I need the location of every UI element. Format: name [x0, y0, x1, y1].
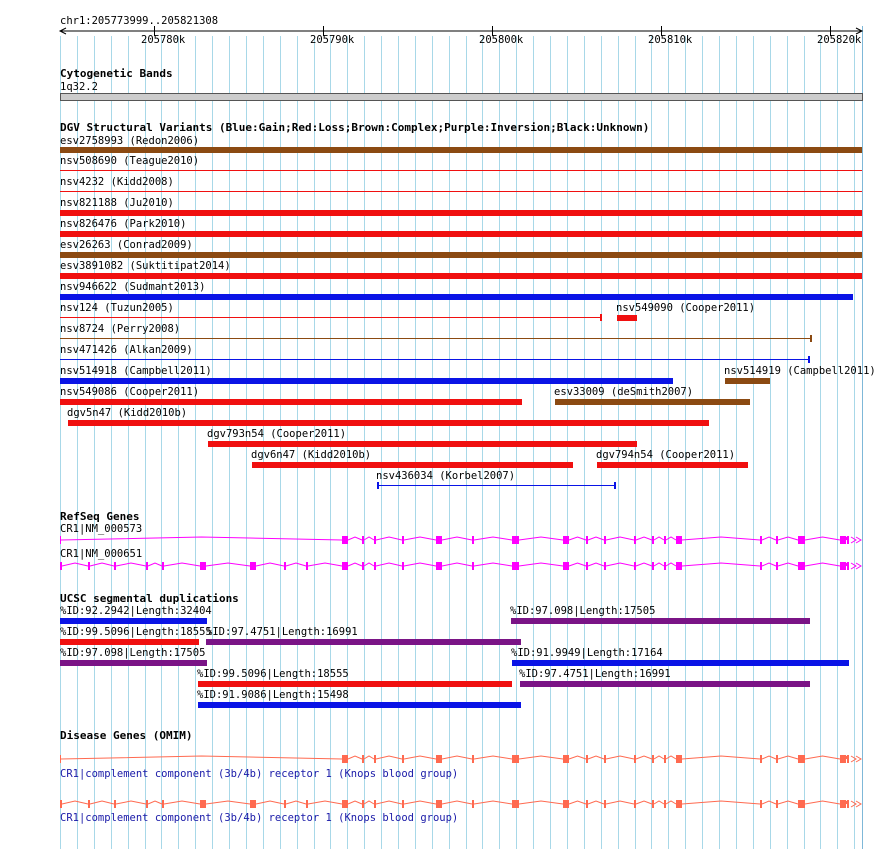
exon — [436, 536, 442, 544]
segdup-label: %ID:97.4751|Length:16991 — [206, 626, 358, 638]
variant-line-loss[interactable] — [60, 170, 862, 171]
variant-line-loss[interactable] — [60, 317, 601, 318]
feature-label: esv3891082 (Suktitipat2014) — [60, 260, 231, 272]
feature-label: dgv793n54 (Cooper2011) — [207, 428, 347, 440]
omim-gene-label: CR1|complement component (3b/4b) receptor 1 (Knops blood group) — [60, 768, 459, 780]
exon — [798, 562, 805, 570]
segdup-label: %ID:92.2942|Length:32404 — [60, 605, 212, 617]
tick-label-205800k: 205800k — [479, 34, 524, 46]
ruler-coordinates: chr1:205773999..205821308 — [60, 15, 219, 27]
feature-label: dgv6n47 (Kidd2010b) — [251, 449, 372, 461]
exon — [362, 755, 364, 763]
variant-bar-loss[interactable] — [252, 462, 573, 468]
exon — [402, 800, 404, 808]
variant-end-marker — [810, 335, 812, 342]
tick-label-205780k: 205780k — [141, 34, 186, 46]
segdup-bar[interactable] — [206, 639, 521, 645]
variant-bar-loss[interactable] — [597, 462, 748, 468]
exon — [563, 536, 569, 544]
exon — [342, 562, 348, 570]
feature-label: dgv5n47 (Kidd2010b) — [67, 407, 188, 419]
exon — [200, 800, 206, 808]
feature-label: esv2758993 (Redon2006) — [60, 135, 200, 147]
exon — [88, 800, 90, 808]
exon — [604, 536, 606, 544]
variant-bar-loss[interactable] — [617, 315, 637, 321]
intron-line — [62, 801, 847, 804]
feature-label: nsv124 (Tuzun2005) — [60, 302, 174, 314]
variant-bar-loss[interactable] — [60, 231, 862, 237]
tick-label-205810k: 205810k — [648, 34, 693, 46]
cytoband-label: 1q32.2 — [60, 81, 98, 93]
gene-model-refseq-nm000651[interactable] — [0, 558, 890, 574]
variant-line-gain[interactable] — [377, 485, 616, 486]
exon — [362, 800, 364, 808]
exon — [512, 536, 519, 544]
variant-bar-loss[interactable] — [60, 273, 862, 279]
exon — [512, 562, 519, 570]
exon — [586, 800, 588, 808]
segdup-label: %ID:97.4751|Length:16991 — [519, 668, 671, 680]
exon — [652, 800, 654, 808]
feature-label: esv26263 (Conrad2009) — [60, 239, 193, 251]
exon — [676, 755, 682, 763]
variant-bar-gain[interactable] — [60, 378, 673, 384]
strand-arrow — [851, 801, 861, 807]
exon — [760, 800, 762, 808]
refseq-track-title: RefSeq Genes — [60, 510, 140, 523]
variant-bar-loss[interactable] — [68, 420, 709, 426]
feature-label: nsv826476 (Park2010) — [60, 218, 187, 230]
variant-bar-loss[interactable] — [60, 210, 862, 216]
segdup-bar[interactable] — [520, 681, 810, 687]
exon — [676, 562, 682, 570]
variant-end-marker — [600, 314, 602, 321]
intron-line — [61, 756, 847, 759]
exon — [374, 800, 376, 808]
segdup-track-title: UCSC segmental duplications — [60, 592, 239, 605]
feature-label: nsv8724 (Perry2008) — [60, 323, 181, 335]
cytoband-track-title: Cytogenetic Bands — [60, 67, 173, 80]
exon — [362, 562, 364, 570]
exon — [374, 536, 376, 544]
gene-model-omim-cr1[interactable] — [0, 751, 890, 767]
variant-line-loss[interactable] — [60, 191, 862, 192]
strand-arrow — [851, 563, 861, 569]
exon — [250, 562, 256, 570]
intron-line — [62, 563, 847, 566]
exon — [402, 755, 404, 763]
exon — [652, 562, 654, 570]
exon — [847, 562, 849, 570]
segdup-bar[interactable] — [60, 639, 199, 645]
exon — [162, 800, 164, 808]
exon — [760, 562, 762, 570]
variant-bar-gain[interactable] — [60, 294, 853, 300]
exon — [760, 755, 762, 763]
variant-bar-complex[interactable] — [60, 252, 862, 258]
exon — [306, 800, 308, 808]
exon — [604, 755, 606, 763]
variant-bar-complex[interactable] — [725, 378, 770, 384]
feature-label: nsv514919 (Campbell2011) — [724, 365, 876, 377]
exon — [472, 562, 474, 570]
exon — [146, 800, 148, 808]
exon — [436, 562, 442, 570]
feature-label: nsv549090 (Cooper2011) — [616, 302, 756, 314]
exon — [146, 562, 148, 570]
segdup-bar[interactable] — [198, 681, 512, 687]
exon — [472, 800, 474, 808]
exon — [776, 755, 778, 763]
exon — [604, 800, 606, 808]
variant-end-marker — [808, 356, 810, 363]
gene-label: CR1|NM_000573 — [60, 523, 143, 535]
exon — [634, 536, 636, 544]
tick-label-205790k: 205790k — [310, 34, 355, 46]
exon — [402, 536, 404, 544]
exon — [634, 755, 636, 763]
exon — [652, 536, 654, 544]
exon — [840, 562, 846, 570]
exon — [847, 800, 849, 808]
variant-bar-loss[interactable] — [60, 399, 522, 405]
exon — [436, 755, 442, 763]
strand-arrow — [851, 756, 861, 762]
exon — [374, 562, 376, 570]
strand-arrow — [851, 537, 861, 543]
feature-label: nsv514918 (Campbell2011) — [60, 365, 212, 377]
exon — [60, 755, 61, 763]
exon — [512, 755, 519, 763]
exon — [676, 536, 682, 544]
exon — [776, 562, 778, 570]
exon — [840, 800, 846, 808]
exon — [776, 536, 778, 544]
feature-label: dgv794n54 (Cooper2011) — [596, 449, 736, 461]
exon — [563, 562, 569, 570]
intron-line — [61, 537, 847, 540]
exon — [436, 800, 442, 808]
feature-label: nsv549086 (Cooper2011) — [60, 386, 200, 398]
exon — [374, 755, 376, 763]
exon — [634, 562, 636, 570]
exon — [847, 755, 849, 763]
exon — [586, 536, 588, 544]
segdup-label: %ID:99.5096|Length:18555 — [197, 668, 349, 680]
exon — [563, 755, 569, 763]
exon — [284, 800, 286, 808]
exon — [776, 800, 778, 808]
tick-label-205820k: 205820k — [817, 34, 862, 46]
segdup-bar[interactable] — [60, 618, 207, 624]
ruler-axis[interactable] — [0, 0, 890, 50]
variant-end-marker — [614, 482, 616, 489]
exon — [88, 562, 90, 570]
exon — [306, 562, 308, 570]
exon — [760, 536, 762, 544]
segdup-bar[interactable] — [511, 618, 810, 624]
segdup-label: %ID:97.098|Length:17505 — [60, 647, 206, 659]
exon — [847, 536, 849, 544]
segdup-bar[interactable] — [60, 660, 207, 666]
exon — [472, 536, 474, 544]
variant-end-marker — [377, 482, 379, 489]
segdup-label: %ID:99.5096|Length:18555 — [60, 626, 212, 638]
exon — [604, 562, 606, 570]
exon — [60, 562, 62, 570]
exon — [563, 800, 569, 808]
variant-bar-loss[interactable] — [208, 441, 637, 447]
exon — [114, 800, 116, 808]
cytoband-bar[interactable] — [60, 93, 863, 101]
exon — [634, 800, 636, 808]
exon — [664, 755, 666, 763]
exon — [402, 562, 404, 570]
feature-label: nsv4232 (Kidd2008) — [60, 176, 174, 188]
exon — [472, 755, 474, 763]
gene-label: CR1|NM_000651 — [60, 548, 143, 560]
exon — [840, 536, 846, 544]
variant-line-complex[interactable] — [60, 338, 811, 339]
exon — [664, 800, 666, 808]
variant-bar-complex[interactable] — [60, 147, 862, 153]
feature-label: esv33009 (deSmith2007) — [554, 386, 694, 398]
gene-model-omim-cr1[interactable] — [0, 796, 890, 812]
exon — [798, 755, 805, 763]
segdup-label: %ID:97.098|Length:17505 — [510, 605, 656, 617]
exon — [676, 800, 682, 808]
exon — [586, 562, 588, 570]
omim-track-title: Disease Genes (OMIM) — [60, 729, 193, 742]
feature-label: nsv471426 (Alkan2009) — [60, 344, 193, 356]
exon — [664, 536, 666, 544]
exon — [250, 800, 256, 808]
exon — [342, 755, 348, 763]
exon — [342, 800, 348, 808]
segdup-label: %ID:91.9949|Length:17164 — [511, 647, 663, 659]
exon — [840, 755, 846, 763]
variant-bar-complex[interactable] — [555, 399, 750, 405]
exon — [664, 562, 666, 570]
exon — [162, 562, 164, 570]
exon — [60, 800, 62, 808]
dgv-track-title: DGV Structural Variants (Blue:Gain;Red:Loss;Brown:Complex;Purple:Inversion;Black:Unknown) — [60, 121, 650, 134]
segdup-bar[interactable] — [512, 660, 849, 666]
exon — [652, 755, 654, 763]
feature-label: nsv436034 (Korbel2007) — [376, 470, 516, 482]
variant-line-gain[interactable] — [60, 359, 809, 360]
segdup-label: %ID:91.9086|Length:15498 — [197, 689, 349, 701]
exon — [200, 562, 206, 570]
feature-label: nsv946622 (Sudmant2013) — [60, 281, 206, 293]
exon — [60, 536, 61, 544]
feature-label: nsv821188 (Ju2010) — [60, 197, 174, 209]
exon — [586, 755, 588, 763]
feature-label: nsv508690 (Teague2010) — [60, 155, 200, 167]
exon — [284, 562, 286, 570]
exon — [798, 536, 805, 544]
segdup-bar[interactable] — [198, 702, 521, 708]
gene-model-refseq-nm000573[interactable] — [0, 532, 890, 548]
exon — [342, 536, 348, 544]
omim-gene-label: CR1|complement component (3b/4b) receptor 1 (Knops blood group) — [60, 812, 459, 824]
exon — [512, 800, 519, 808]
exon — [362, 536, 364, 544]
exon — [114, 562, 116, 570]
exon — [798, 800, 805, 808]
